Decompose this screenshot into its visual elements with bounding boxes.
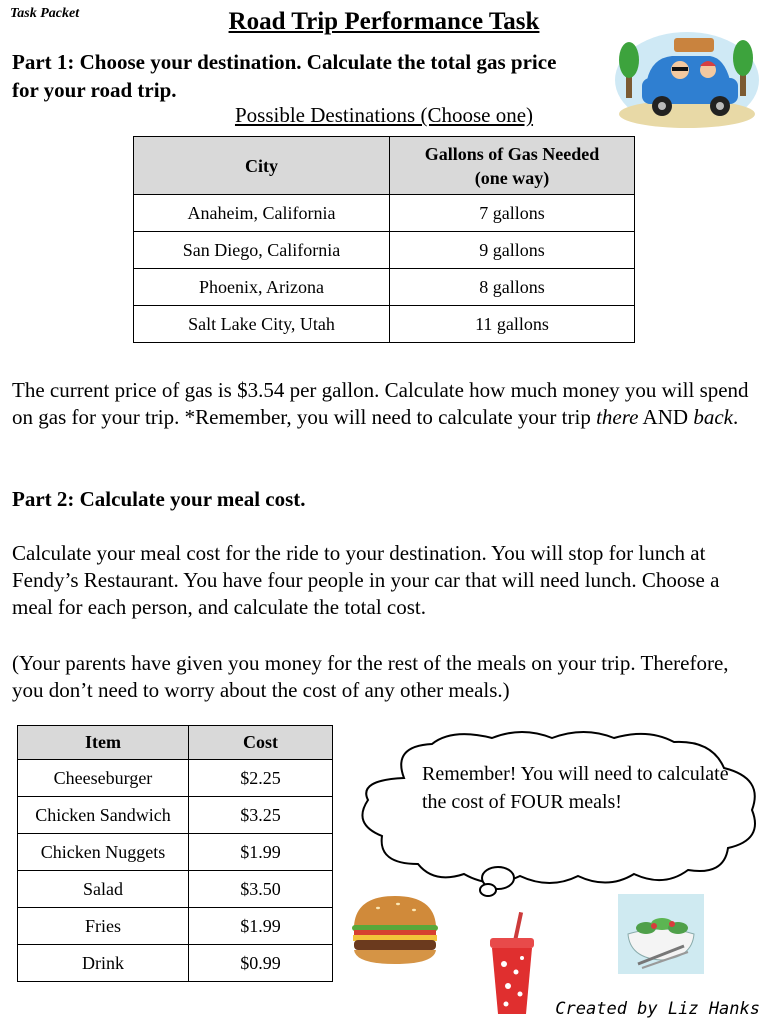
part1-heading-line1: Part 1: Choose your destination. Calculate the total gas price — [12, 50, 557, 74]
city-cell: San Diego, California — [134, 232, 390, 269]
cost-cell: $2.25 — [189, 760, 333, 797]
gas-text-there: there — [596, 405, 639, 429]
salad-clipart — [618, 894, 704, 974]
meal-paragraph-1: Calculate your meal cost for the ride to your destination. You will stop for lunch at Fendy’s Restaurant. You have four people in your car that will need lunch. Choose a meal for each person, and calculate the total cost. — [12, 541, 720, 619]
table-row — [18, 945, 333, 982]
gas-text-a: The current price of gas is $3.54 per gallon. Calculate how much money you will spend on gas for your trip. *Remember, you will need to calculate your trip — [12, 378, 749, 429]
item-cell: Salad — [18, 871, 189, 908]
col-city-header: City — [134, 137, 390, 195]
table-row — [18, 871, 333, 908]
table-row — [18, 908, 333, 945]
destinations-table — [133, 136, 635, 343]
table-row — [18, 760, 333, 797]
table-row — [18, 797, 333, 834]
drink-clipart — [486, 912, 538, 1018]
table-header-row — [134, 137, 635, 195]
meal-paragraph-2: (Your parents have given you money for the rest of the meals on your trip. Therefore, you don’t need to worry about the cost of any other meals.) — [12, 651, 729, 702]
table-row — [18, 834, 333, 871]
city-cell: Phoenix, Arizona — [134, 269, 390, 306]
meal-cost-table — [17, 725, 333, 982]
gas-text-and: AND — [638, 405, 694, 429]
table-row — [134, 269, 635, 306]
part1-heading-line2: for your road trip. — [12, 78, 177, 102]
destinations-caption: Possible Destinations (Choose one) — [234, 103, 534, 127]
city-cell: Salt Lake City, Utah — [134, 306, 390, 343]
cost-cell: $1.99 — [189, 834, 333, 871]
cost-cell: $0.99 — [189, 945, 333, 982]
col-item-header: Item — [18, 726, 189, 760]
item-cell: Drink — [18, 945, 189, 982]
item-cell: Chicken Nuggets — [18, 834, 189, 871]
thought-cloud — [352, 728, 768, 904]
gas-text-back: back — [693, 405, 733, 429]
task-packet-label: Task Packet — [10, 6, 80, 21]
gallons-cell: 7 gallons — [390, 195, 635, 232]
city-cell: Anaheim, California — [134, 195, 390, 232]
gas-price-paragraph — [12, 377, 760, 431]
gas-text-end: . — [732, 405, 739, 429]
credit-text: Created by Liz Hanks — [555, 999, 760, 1019]
col-gallons-header-line2: (one way) — [474, 167, 550, 188]
gallons-cell: 9 gallons — [390, 232, 635, 269]
gallons-cell: 11 gallons — [390, 306, 635, 343]
item-cell: Fries — [18, 908, 189, 945]
col-gallons-header-line1: Gallons of Gas Needed — [424, 143, 600, 164]
col-gallons-header — [390, 137, 635, 195]
col-cost-header: Cost — [189, 726, 333, 760]
table-header-row — [18, 726, 333, 760]
item-cell: Chicken Sandwich — [18, 797, 189, 834]
part2-heading: Part 2: Calculate your meal cost. — [12, 487, 306, 511]
table-row — [134, 232, 635, 269]
table-row — [134, 306, 635, 343]
cost-cell: $3.50 — [189, 871, 333, 908]
table-row — [134, 195, 635, 232]
gallons-cell: 8 gallons — [390, 269, 635, 306]
cost-cell: $1.99 — [189, 908, 333, 945]
cloud-reminder-text: Remember! You will need to calculate the cost of FOUR meals! — [422, 763, 729, 813]
item-cell: Cheeseburger — [18, 760, 189, 797]
burger-clipart — [348, 892, 442, 966]
cost-cell: $3.25 — [189, 797, 333, 834]
page-title: Road Trip Performance Task — [228, 8, 540, 35]
